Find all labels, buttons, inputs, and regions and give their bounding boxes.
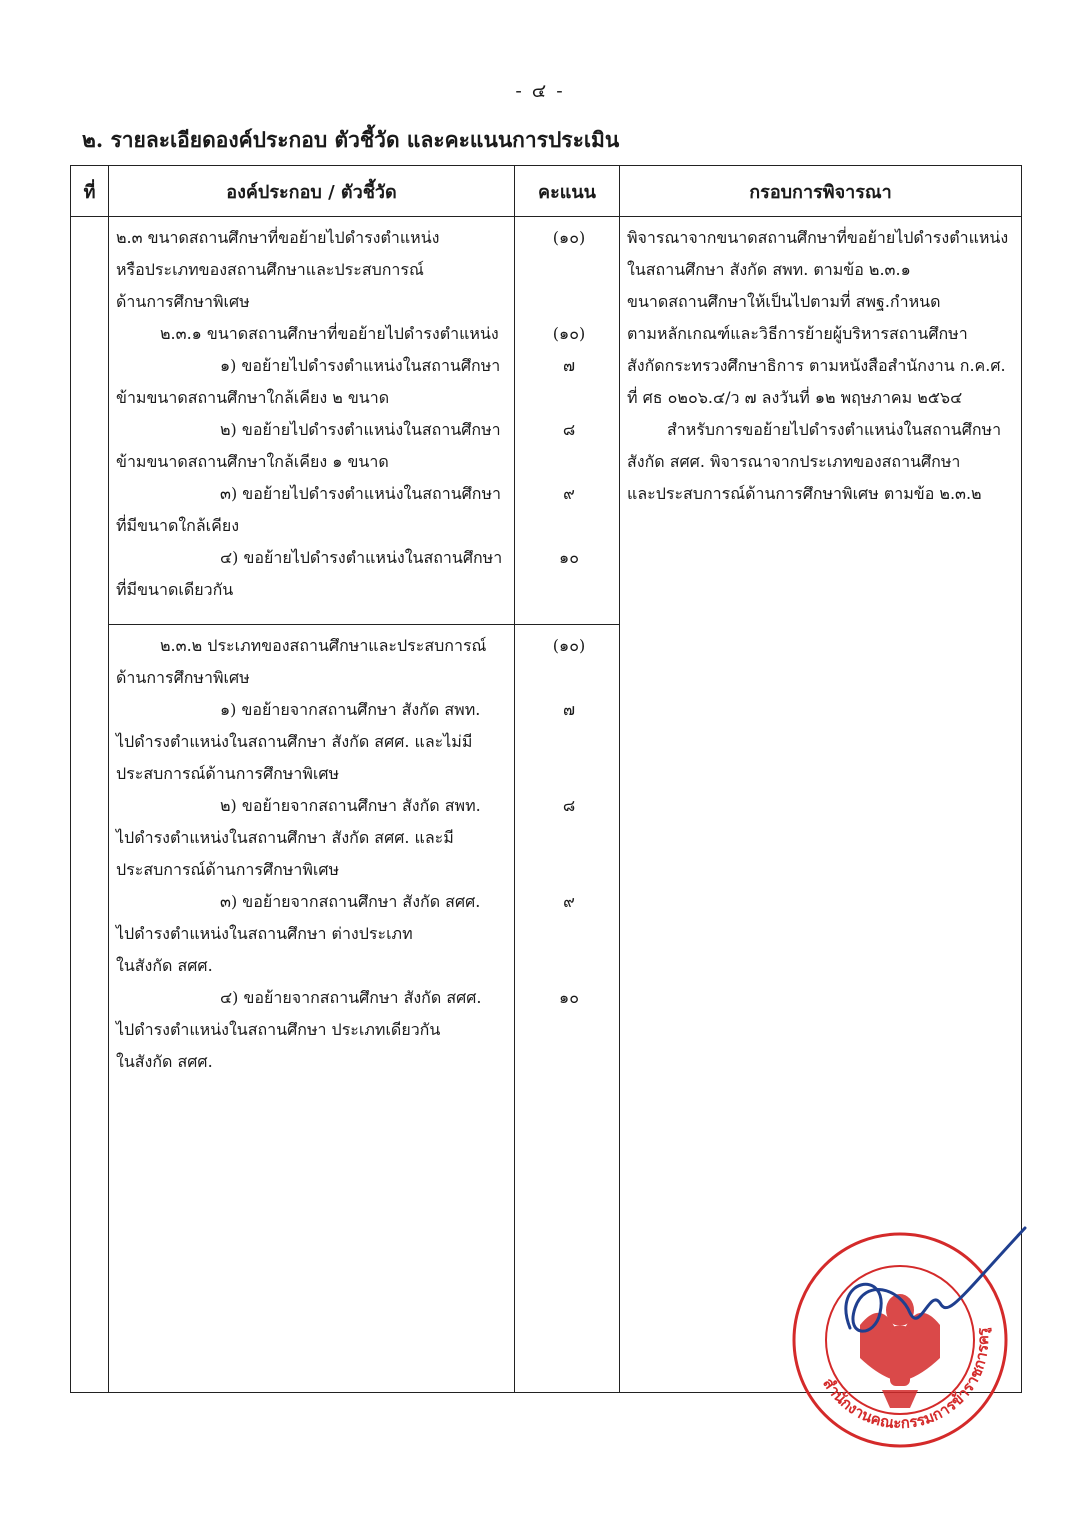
indicator-item: ๔) ขอย้ายจากสถานศึกษา สังกัด สศศ. xyxy=(220,988,482,1007)
criteria-line: สังกัดกระทรวงศึกษาธิการ ตามหนังสือสำนักงาน ก.ค.ศ. xyxy=(627,356,1006,375)
indicator-item: ๔) ขอย้ายไปดำรงตำแหน่งในสถานศึกษา xyxy=(220,548,503,567)
section-title: ๒. รายละเอียดองค์ประกอบ ตัวชี้วัด และคะแนนการประเมิน xyxy=(82,127,620,152)
indicator-2-3-1: ๒.๓.๑ ขนาดสถานศึกษาที่ขอย้ายไปดำรงตำแหน่ง xyxy=(160,324,499,343)
component-2-3: ๒.๓ ขนาดสถานศึกษาที่ขอย้ายไปดำรงตำแหน่ง xyxy=(116,228,440,247)
score-item: ๑๐ xyxy=(559,988,579,1007)
seal-text: สำนักงานคณะกรรมการข้าราชการครู xyxy=(819,1326,993,1433)
criteria-line: ตามหลักเกณฑ์และวิธีการย้ายผู้บริหารสถานศึกษา xyxy=(627,324,968,343)
score-2-3-1: (๑๐) xyxy=(552,324,586,343)
header-no: ที่ xyxy=(83,181,96,203)
indicator-item-cont: ข้ามขนาดสถานศึกษาใกล้เคียง ๒ ขนาด xyxy=(116,388,390,407)
block-divider xyxy=(108,624,619,625)
header-divider xyxy=(71,216,1021,217)
score-item: ๗ xyxy=(562,700,576,719)
indicator-item: ๒) ขอย้ายไปดำรงตำแหน่งในสถานศึกษา xyxy=(220,420,501,439)
score-item: ๙ xyxy=(563,892,575,911)
score-item: ๘ xyxy=(562,796,576,815)
indicator-item-cont: ที่มีขนาดใกล้เคียง xyxy=(116,516,240,535)
indicator-item-cont: ไปดำรงตำแหน่งในสถานศึกษา สังกัด สศศ. และมี xyxy=(116,828,454,847)
indicator-item-cont: ประสบการณ์ด้านการศึกษาพิเศษ xyxy=(116,860,340,879)
indicator-item-cont: ที่มีขนาดเดียวกัน xyxy=(116,580,234,599)
indicator-item-cont: ข้ามขนาดสถานศึกษาใกล้เคียง ๑ ขนาด xyxy=(116,452,389,471)
assessment-table xyxy=(70,165,1022,1393)
indicator-item-cont: ไปดำรงตำแหน่งในสถานศึกษา สังกัด สศศ. และไม่มี xyxy=(116,732,473,751)
indicator-item-cont: ไปดำรงตำแหน่งในสถานศึกษา ต่างประเภท xyxy=(116,924,413,943)
indicator-item: ๓) ขอย้ายจากสถานศึกษา สังกัด สศศ. xyxy=(220,892,481,911)
component-line: หรือประเภทของสถานศึกษาและประสบการณ์ xyxy=(116,260,424,279)
column-divider xyxy=(619,166,620,1392)
header-component: องค์ประกอบ / ตัวชี้วัด xyxy=(226,181,397,203)
score-2-3: (๑๐) xyxy=(552,228,586,247)
score-item: ๗ xyxy=(562,356,576,375)
header-criteria: กรอบการพิจารณา xyxy=(749,181,892,203)
indicator-item-cont: ประสบการณ์ด้านการศึกษาพิเศษ xyxy=(116,764,340,783)
indicator-item-cont: ในสังกัด สศศ. xyxy=(116,956,213,975)
score-item: ๑๐ xyxy=(559,548,579,567)
criteria-line: พิจารณาจากขนาดสถานศึกษาที่ขอย้ายไปดำรงตำแหน่ง xyxy=(627,228,1009,247)
indicator-item: ๑) ขอย้ายจากสถานศึกษา สังกัด สพท. xyxy=(220,700,481,719)
indicator-item: ๒) ขอย้ายจากสถานศึกษา สังกัด สพท. xyxy=(220,796,481,815)
page-number: - ๔ - xyxy=(515,80,565,102)
criteria-line: สำหรับการขอย้ายไปดำรงตำแหน่งในสถานศึกษา xyxy=(667,420,1002,439)
score-item: ๘ xyxy=(562,420,576,439)
criteria-line: สังกัด สศศ. พิจารณาจากประเภทของสถานศึกษา xyxy=(627,452,961,471)
criteria-line: และประสบการณ์ด้านการศึกษาพิเศษ ตามข้อ ๒.๓.๒ xyxy=(627,484,982,503)
score-item: ๙ xyxy=(563,484,575,503)
criteria-line: ที่ ศธ ๐๒๐๖.๔/ว ๗ ลงวันที่ ๑๒ พฤษภาคม ๒๕๖๔ xyxy=(627,388,963,407)
indicator-line: ด้านการศึกษาพิเศษ xyxy=(116,668,250,687)
indicator-item-cont: ไปดำรงตำแหน่งในสถานศึกษา ประเภทเดียวกัน xyxy=(116,1020,441,1039)
criteria-line: ในสถานศึกษา สังกัด สพท. ตามข้อ ๒.๓.๑ xyxy=(627,260,911,279)
indicator-2-3-2: ๒.๓.๒ ประเภทของสถานศึกษาและประสบการณ์ xyxy=(160,636,487,655)
header-score: คะแนน xyxy=(538,181,596,203)
indicator-item: ๓) ขอย้ายไปดำรงตำแหน่งในสถานศึกษา xyxy=(220,484,502,503)
signature-icon xyxy=(830,1218,1030,1358)
score-2-3-2: (๑๐) xyxy=(552,636,586,655)
column-divider xyxy=(108,166,109,1392)
indicator-item-cont: ในสังกัด สศศ. xyxy=(116,1052,213,1071)
component-line: ด้านการศึกษาพิเศษ xyxy=(116,292,250,311)
indicator-item: ๑) ขอย้ายไปดำรงตำแหน่งในสถานศึกษา xyxy=(220,356,501,375)
criteria-line: ขนาดสถานศึกษาให้เป็นไปตามที่ สพฐ.กำหนด xyxy=(627,292,941,311)
